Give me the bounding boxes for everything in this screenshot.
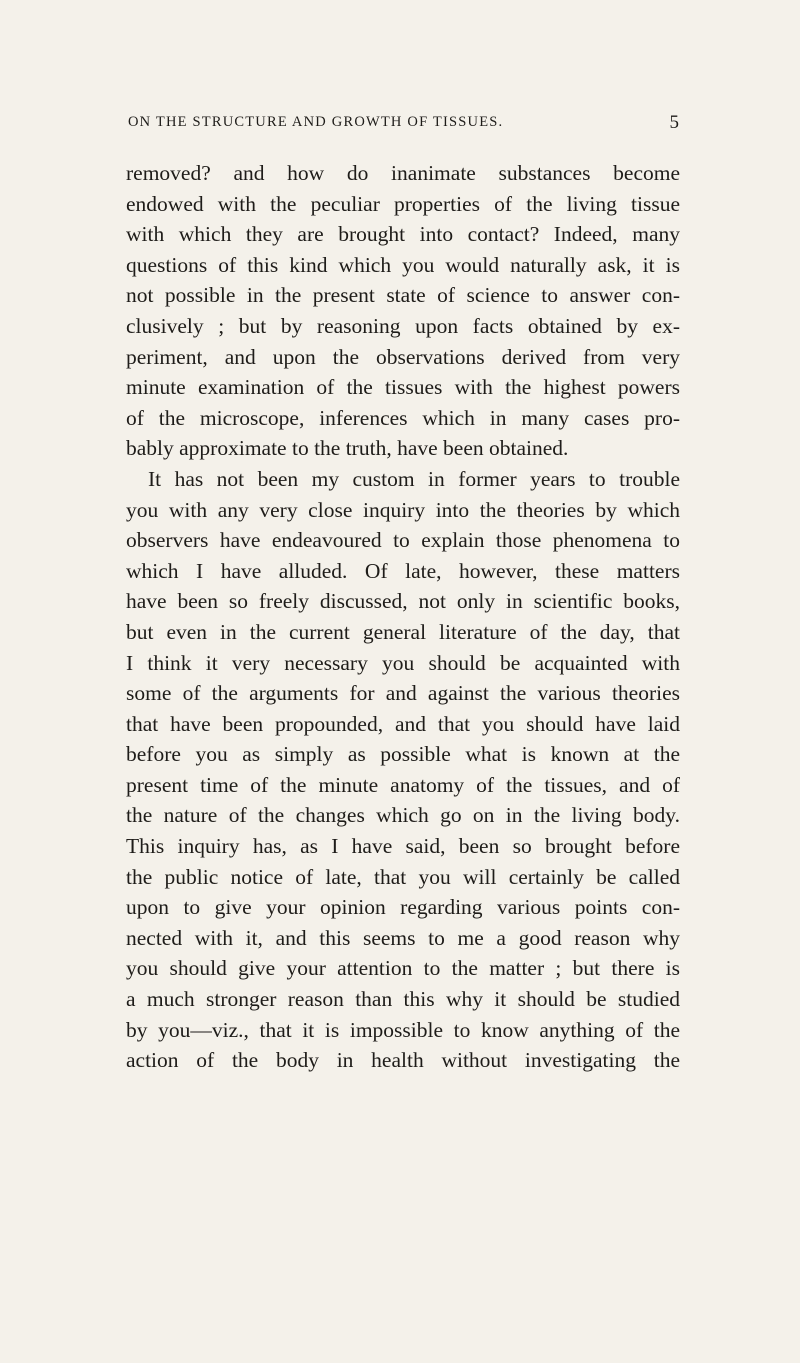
text-line: that have been propounded, and that you should have laid <box>126 711 680 736</box>
text-line: the public notice of late, that you will certainly be called <box>126 864 680 889</box>
text-line: endowed with the peculiar properties of the living tissue <box>126 191 680 216</box>
text-line: periment, and upon the observations derived from very <box>126 344 680 369</box>
text-line: removed? and how do inanimate substances become <box>126 161 680 185</box>
text-line: not possible in the present state of science to answer con- <box>126 283 680 308</box>
text-line: upon to give your opinion regarding various points con- <box>126 895 680 920</box>
text-line: you should give your attention to the matter ; but there is <box>126 956 680 981</box>
text-line: questions of this kind which you would naturally ask, it is <box>126 252 680 277</box>
text-line: but even in the current general literature of the day, that <box>126 619 680 644</box>
text-line: by you—viz., that it is impossible to know anything of the <box>126 1017 680 1042</box>
text-line: clusively ; but by reasoning upon facts obtained by ex- <box>126 313 680 338</box>
paragraph-start-line: It has not been my custom in former years to trouble <box>148 466 680 491</box>
page-number: 5 <box>669 112 680 133</box>
text-line: I think it very necessary you should be acquainted with <box>126 650 680 675</box>
body-text <box>126 158 680 1076</box>
text-line: the nature of the changes which go on in the living body. <box>126 803 680 828</box>
text-line: with which they are brought into contact? Indeed, many <box>126 222 680 247</box>
running-title: ON THE STRUCTURE AND GROWTH OF TISSUES. <box>128 114 504 130</box>
text-line: This inquiry has, as I have said, been so brought before <box>126 834 680 859</box>
text-line: before you as simply as possible what is known at the <box>126 742 680 767</box>
text-line: of the microscope, inferences which in many cases pro- <box>126 405 680 430</box>
text-line: you with any very close inquiry into the theories by which <box>126 497 680 522</box>
text-line: action of the body in health without investigating the <box>126 1048 680 1073</box>
text-line: have been so freely discussed, not only in scientific books, <box>126 589 680 614</box>
text-line: some of the arguments for and against the various theories <box>126 681 680 706</box>
text-line: present time of the minute anatomy of the tissues, and of <box>126 772 680 797</box>
text-line: minute examination of the tissues with the highest powers <box>126 375 680 400</box>
running-head <box>128 114 680 136</box>
text-line: observers have endeavoured to explain those phenomena to <box>126 528 680 553</box>
paragraph-end-line: bably approximate to the truth, have been obtained. <box>126 436 569 461</box>
text-line: which I have alluded. Of late, however, these matters <box>126 558 680 583</box>
text-line: nected with it, and this seems to me a good reason why <box>126 925 680 950</box>
text-line: a much stronger reason than this why it should be studied <box>126 987 680 1012</box>
